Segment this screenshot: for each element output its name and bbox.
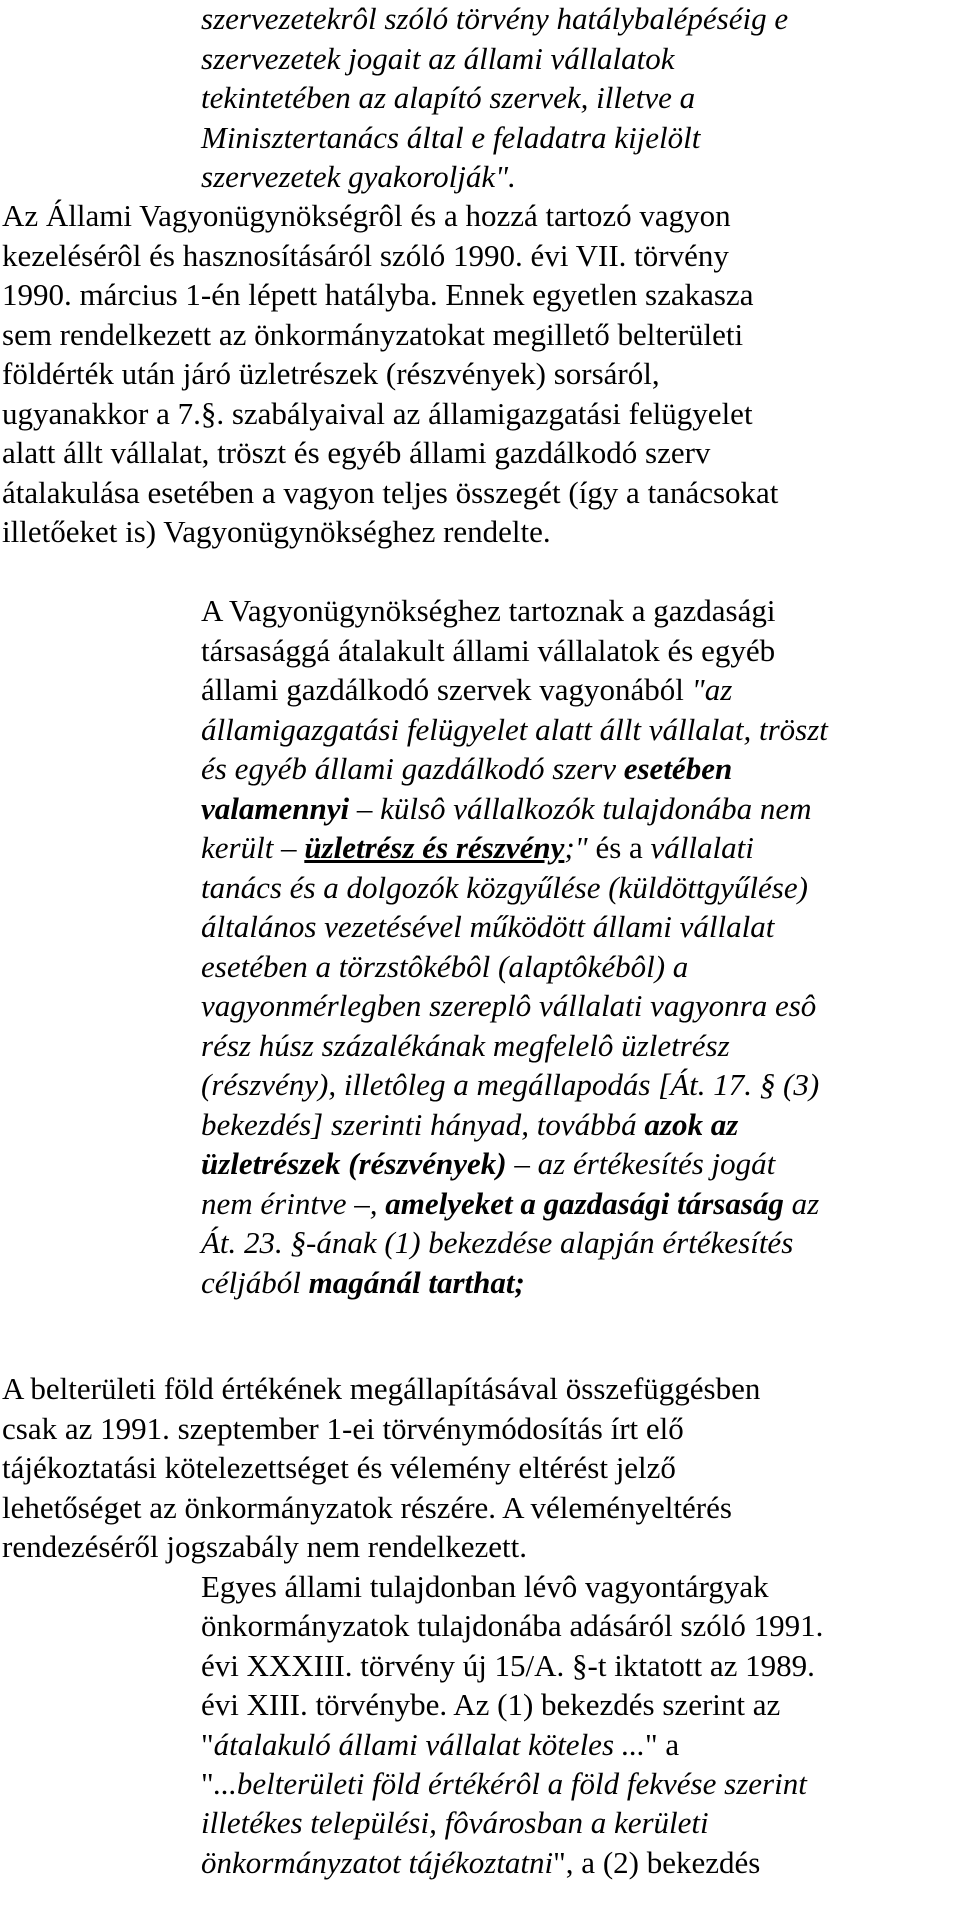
text-run: önkormányzatot tájékoztatni [201,1844,554,1880]
text-run: ...belterületi föld értékérôl a föld fekvése szerint [213,1765,807,1801]
text-run: " a [645,1726,680,1762]
text-run: évi XIII. törvénybe. Az (1) bekezdés szerint az [201,1687,781,1723]
paragraph-belteruleti-fold [2,1369,760,1567]
text-line [201,1144,828,1184]
paragraph-vagyonugynokseg [2,196,778,552]
text-line [201,1764,823,1803]
text-run: évi XXXIII. törvény új 15/A. §-t iktatott az 1989. [201,1647,815,1683]
text-line [201,157,788,197]
text-line [2,315,778,355]
text-run: üzletrészek (részvények) [201,1146,507,1181]
text-line [201,670,828,710]
text-run: tanács és a dolgozók közgyűlése (küldöttgyűlése) [201,869,808,905]
text-run: esetében a törzstôkébôl (alaptôkébôl) a [201,948,689,984]
paragraph-1991-xxxiii [201,1567,823,1882]
text-line [2,354,778,394]
text-line [201,1646,823,1685]
text-run: csak az 1991. szeptember 1-ei törvénymódosítás írt elő [2,1410,684,1446]
text-line [201,631,828,671]
text-run: rendezéséről jogszabály nem rendelkezett. [2,1529,528,1564]
text-run: lehetőséget az önkormányzatok részére. A véleményeltérés [2,1489,732,1525]
text-run: Az Állami Vagyonügynökségrôl és a hozzá tartozó vagyon [2,198,731,233]
text-line [2,473,778,513]
text-run: és egyéb állami gazdálkodó szerv [201,751,624,786]
text-run: szervezetek gyakorolják". [201,159,516,194]
text-run: illetőeket is) Vagyonügynökséghez rendelte. [2,514,551,549]
text-line [201,1065,828,1105]
text-line [201,868,828,908]
text-line [201,1606,823,1645]
text-run: ;" [564,830,596,865]
text-run: illetékes települési, fôvárosban a kerületi [201,1805,709,1841]
text-run: " [201,1765,214,1801]
text-line [201,1725,823,1764]
text-run: rész húsz százalékának megfelelô üzletrész [201,1027,730,1063]
text-run: szervezetek jogait az állami vállalatok [201,40,675,76]
text-line [201,907,828,947]
text-run: sem rendelkezett az önkormányzatokat megillető belterületi [2,316,744,352]
text-run: (részvény), illetôleg a megállapodás [Át. 17. § (3) [201,1067,820,1102]
text-run: államigazgatási felügyelet alatt állt vállalat, tröszt [201,711,828,747]
text-run: az [783,1185,820,1221]
text-line [201,1105,828,1145]
text-line [201,1803,823,1842]
text-run: és a [595,830,651,865]
text-run: Minisztertanács által e feladatra kijelölt [201,119,701,155]
text-line [201,591,828,631]
text-line [201,986,828,1026]
text-run: átalakulása esetében a vagyon teljes összegét (így a tanácsokat [2,474,779,510]
text-run: "az [691,672,733,707]
text-line [201,749,828,789]
text-line [2,1527,760,1567]
text-run: 1990. március 1-én lépett hatályba. Ennek egyetlen szakasza [2,277,754,312]
text-run: szervezetekrôl szóló törvény hatálybalépéséig e [201,1,789,36]
text-run: ugyanakkor a 7.§. szabályaival az államigazgatási felügyelet [2,395,753,431]
text-line [201,1223,828,1263]
text-line [201,1843,823,1882]
text-line [2,1409,760,1449]
text-run: A Vagyonügynökséghez tartoznak a gazdasági [201,593,776,628]
text-run: került – [201,830,305,865]
text-run: nem érintve –, [201,1185,386,1221]
text-run: Egyes állami tulajdonban lévô vagyontárgyak [201,1569,769,1604]
text-line [2,433,778,473]
text-line [201,1567,823,1606]
text-run: társasággá átalakult állami vállalatok és egyéb [201,632,776,668]
text-run: üzletrész és részvény [304,830,565,865]
text-line [2,1448,760,1488]
quote-paragraph-alapito [201,0,788,197]
text-line [2,1488,760,1528]
text-line [2,394,778,434]
text-run: vagyonmérlegben szereplô vállalati vagyonra esô [201,988,817,1023]
text-line [201,39,788,79]
text-line [201,78,788,118]
quote-paragraph-vagyonugynokseghez [201,591,828,1302]
text-run: tájékoztatási kötelezettséget és vélemény eltérést jelző [2,1450,676,1485]
text-line [201,789,828,829]
text-run: valamennyi [201,790,350,826]
text-line [201,710,828,750]
text-run: földérték után járó üzletrészek (részvények) sorsáról, [2,356,660,391]
text-line [2,275,778,315]
text-run: esetében [623,751,733,786]
text-line [201,118,788,158]
text-run: bekezdés] szerinti hányad, továbbá [201,1106,645,1142]
text-run: A belterületi föld értékének megállapításával összefüggésben [2,1371,761,1406]
text-run: " [201,1726,214,1762]
text-run: magánál tarthat; [308,1264,525,1300]
text-run: ", a (2) bekezdés [553,1844,761,1880]
text-line [201,1184,828,1224]
text-line [201,1685,823,1724]
text-line [201,1263,828,1303]
text-line [201,0,788,39]
text-line [2,196,778,236]
text-run: Át. 23. §-ának (1) bekezdése alapján értékesítés [201,1225,794,1260]
text-line [2,512,778,552]
text-run: céljából [201,1264,309,1300]
text-run: általános vezetésével működött állami vállalat [201,909,775,944]
text-line [2,1369,760,1409]
text-run: átalakuló állami vállalat köteles ... [213,1726,646,1762]
text-run: – az értékesítés jogát [506,1146,776,1181]
text-line [2,236,778,276]
text-run: vállalati [650,830,754,865]
text-run: önkormányzatok tulajdonába adásáról szóló 1991. [201,1608,824,1644]
text-run: tekintetében az alapító szervek, illetve a [201,80,696,115]
text-run: állami gazdálkodó szervek vagyonából [201,672,692,707]
text-line [201,828,828,868]
text-run: kezelésérôl és hasznosításáról szóló 1990. évi VII. törvény [2,237,729,273]
text-run: amelyeket a gazdasági társaság [385,1185,784,1221]
text-run: – külsô vállalkozók tulajdonába nem [349,790,812,826]
text-run: alatt állt vállalat, tröszt és egyéb állami gazdálkodó szerv [2,435,711,470]
text-line [201,1026,828,1066]
text-run: azok az [644,1106,739,1142]
text-line [201,947,828,987]
